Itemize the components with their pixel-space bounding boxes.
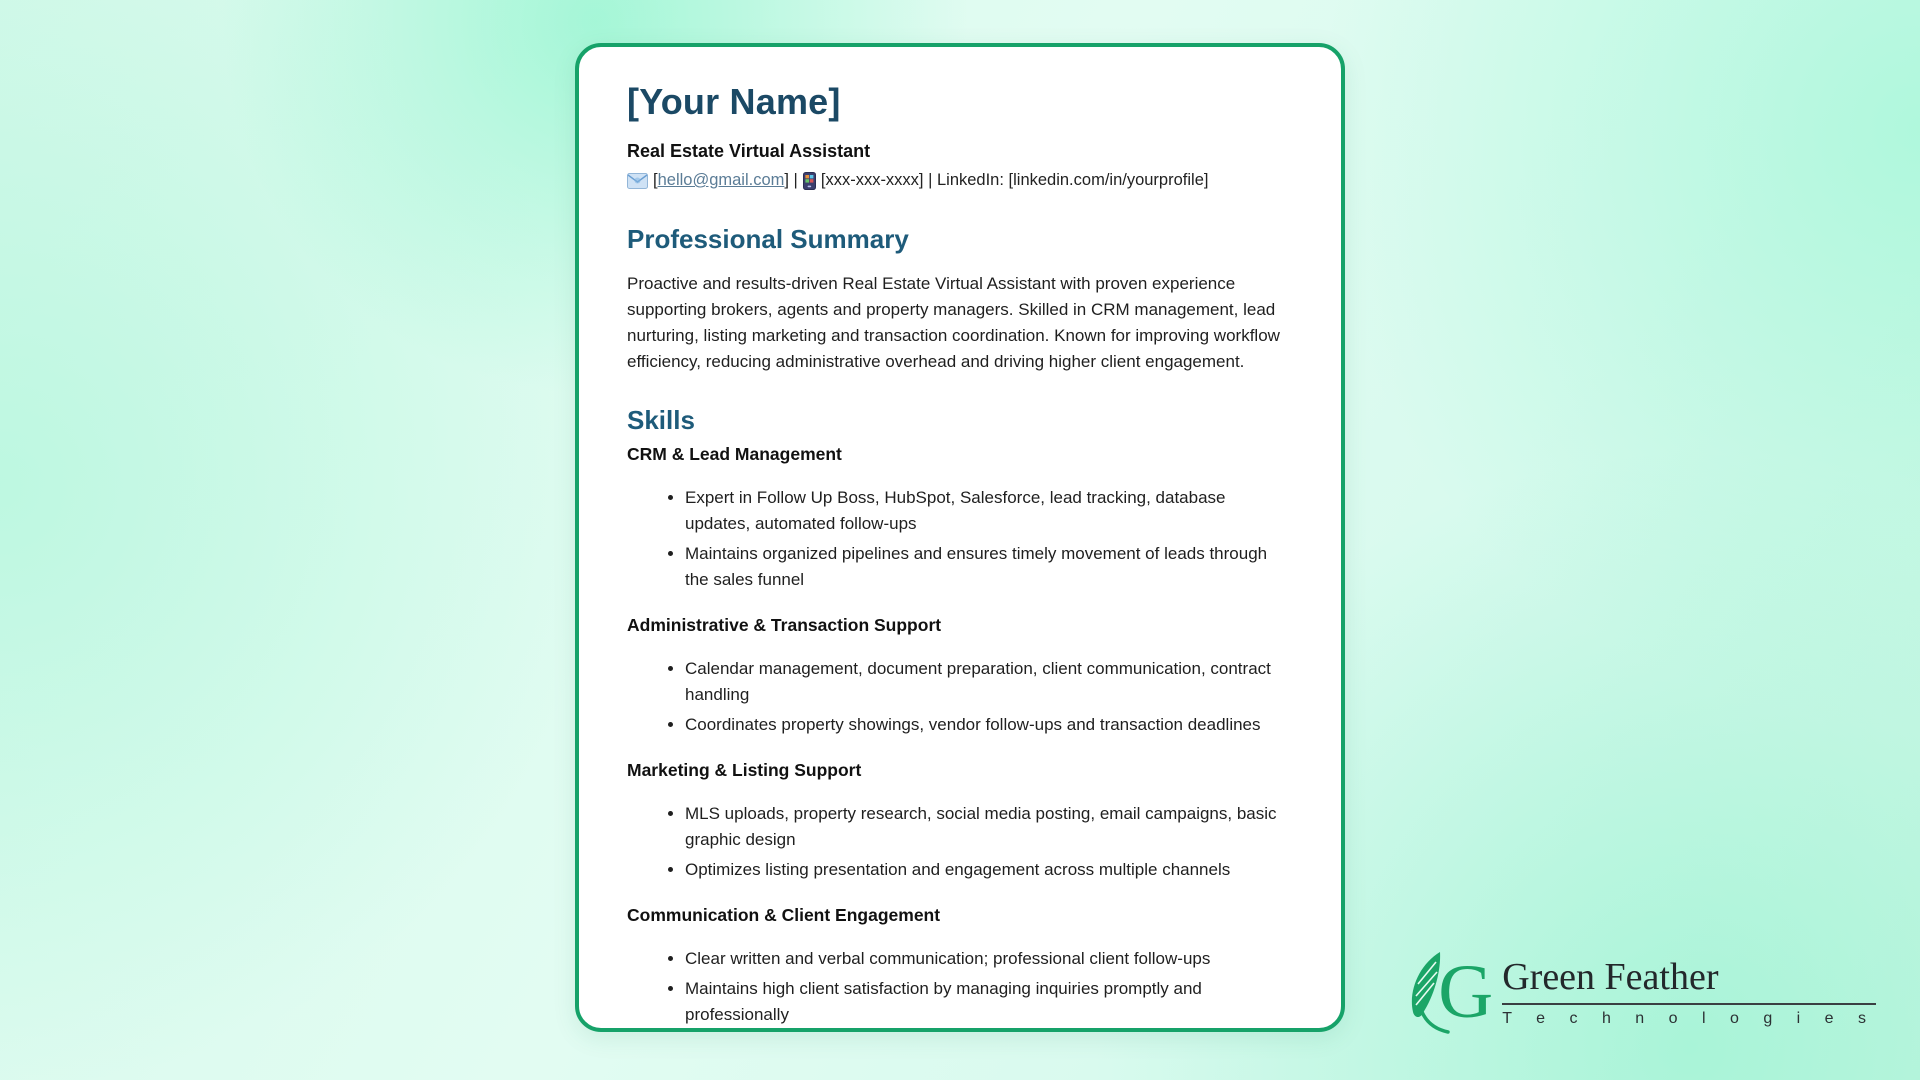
- skill-group-admin: [627, 615, 1293, 738]
- mobile-phone-icon: [803, 172, 816, 190]
- skill-bullet: • Maintains organized pipelines and ensures timely movement of leads through the sales funnel: [685, 541, 1293, 593]
- resume-card: [575, 43, 1345, 1032]
- skill-group-crm: [627, 444, 1293, 593]
- skill-group-title: Administrative & Transaction Support: [627, 615, 942, 635]
- skill-bullet: • MLS uploads, property research, social media posting, email campaigns, basic graphic design: [685, 801, 1293, 853]
- skill-group-marketing: [627, 760, 1293, 883]
- professional-summary-paragraph: Proactive and results-driven Real Estate Virtual Assistant with proven experience supporting brokers, agents and property managers. Skilled in CRM management, lead nurturing, listing marketing and transaction coordination. Known for improving workflow efficiency, reducing administrative overhead and driving higher client engagement.: [627, 274, 1280, 371]
- email-close-bracket: ] |: [784, 171, 798, 189]
- skill-bullet: • Maintains high client satisfaction by managing inquiries promptly and professionally: [685, 976, 1293, 1028]
- skill-bullet: • Optimizes listing presentation and engagement across multiple channels: [685, 857, 1293, 883]
- contact-line: [627, 171, 1293, 190]
- job-title: Real Estate Virtual Assistant: [627, 141, 871, 161]
- skill-list: [627, 946, 1293, 1028]
- skill-list: [627, 801, 1293, 883]
- logo-g-letter: G: [1438, 950, 1494, 1034]
- skill-group-title: Marketing & Listing Support: [627, 760, 862, 780]
- skill-bullet: • Calendar management, document preparation, client communication, contract handling: [685, 656, 1293, 708]
- logo-mark: [1406, 948, 1498, 1034]
- logo-wordmark: [1502, 955, 1876, 1028]
- resume-name: [Your Name]: [627, 81, 841, 122]
- skill-group-title: CRM & Lead Management: [627, 444, 842, 464]
- skill-list: [627, 485, 1293, 593]
- skill-list: [627, 656, 1293, 738]
- skill-bullet: • Clear written and verbal communication; professional client follow-ups: [685, 946, 1293, 972]
- skill-bullet: • Expert in Follow Up Boss, HubSpot, Salesforce, lead tracking, database updates, automated follow-ups: [685, 485, 1293, 537]
- green-feather-logo: [1406, 948, 1876, 1034]
- email-open-bracket: [: [653, 171, 658, 189]
- skill-bullet: • Coordinates property showings, vendor follow-ups and transaction deadlines: [685, 712, 1293, 738]
- email-link[interactable]: hello@gmail.com: [657, 171, 785, 189]
- phone-linkedin-text: [xxx-xxx-xxxx] | LinkedIn: [linkedin.com/in/yourprofile]: [820, 171, 1209, 189]
- section-heading-professional-summary: Professional Summary: [627, 224, 909, 254]
- skill-group-communication: [627, 905, 1293, 1028]
- skill-group-title: Communication & Client Engagement: [627, 905, 941, 925]
- email-wrapper: [653, 171, 798, 190]
- brand-tagline: T e c h n o l o g i e s: [1502, 1009, 1876, 1027]
- email-envelope-icon: [627, 173, 648, 189]
- brand-name: Green Feather: [1502, 955, 1876, 1005]
- section-heading-skills: Skills: [627, 405, 695, 435]
